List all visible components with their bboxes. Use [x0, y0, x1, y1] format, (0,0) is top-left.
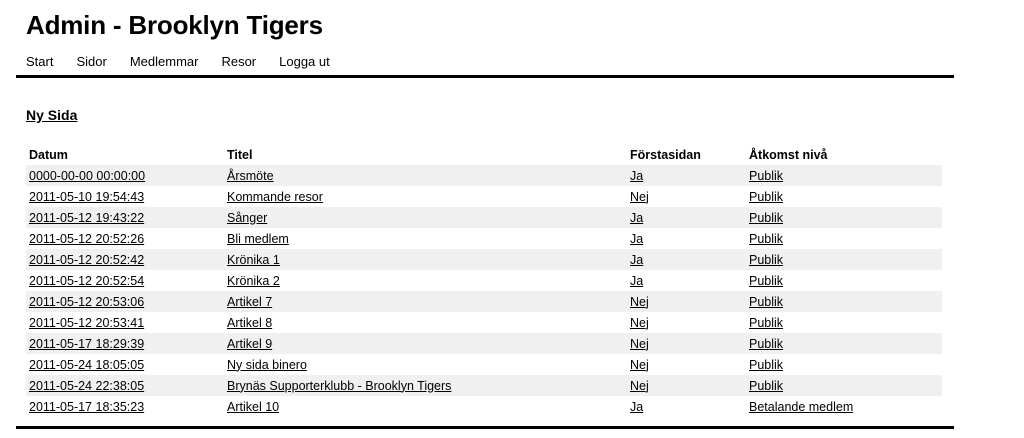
table-cell — [627, 228, 746, 249]
table-cell — [746, 270, 942, 291]
table-cell — [26, 228, 224, 249]
date-link[interactable]: 2011-05-12 20:53:41 — [29, 315, 145, 330]
frontpage-link[interactable]: Ja — [630, 399, 644, 414]
column-header-atkomst-niva: Åtkomst nivå — [749, 148, 828, 162]
table-cell — [26, 333, 224, 354]
table-row — [26, 249, 942, 270]
table-row — [26, 186, 942, 207]
table-cell — [224, 186, 627, 207]
date-link[interactable]: 2011-05-12 20:52:54 — [29, 273, 145, 288]
access-level-link[interactable]: Publik — [749, 168, 784, 183]
access-level-link[interactable]: Publik — [749, 336, 784, 351]
table-cell — [746, 207, 942, 228]
table-row — [26, 312, 942, 333]
access-level-link[interactable]: Betalande medlem — [749, 399, 854, 414]
title-link[interactable]: Krönika 1 — [227, 252, 280, 267]
access-level-link[interactable]: Publik — [749, 231, 784, 246]
table-row — [26, 375, 942, 396]
date-link[interactable]: 2011-05-17 18:35:23 — [29, 399, 145, 414]
column-header-datum: Datum — [29, 148, 68, 162]
date-link[interactable]: 0000-00-00 00:00:00 — [29, 168, 146, 183]
date-link[interactable]: 2011-05-24 22:38:05 — [29, 378, 145, 393]
table-cell — [224, 396, 627, 417]
frontpage-link[interactable]: Ja — [630, 210, 644, 225]
title-link[interactable]: Brynäs Supporterklubb - Brooklyn Tigers — [227, 378, 452, 393]
table-cell — [746, 291, 942, 312]
new-page-link[interactable]: Ny Sida — [26, 107, 78, 123]
table-cell — [224, 207, 627, 228]
table-cell — [746, 228, 942, 249]
frontpage-link[interactable]: Nej — [630, 294, 649, 309]
table-cell — [224, 354, 627, 375]
table-row — [26, 291, 942, 312]
header-divider — [16, 75, 954, 78]
table-cell — [26, 312, 224, 333]
table-row — [26, 354, 942, 375]
nav-resor[interactable]: Resor — [221, 54, 257, 69]
table-cell — [26, 291, 224, 312]
table-cell — [746, 249, 942, 270]
table-cell — [627, 396, 746, 417]
table-cell — [26, 207, 224, 228]
date-link[interactable]: 2011-05-24 18:05:05 — [29, 357, 145, 372]
access-level-link[interactable]: Publik — [749, 252, 784, 267]
page-title: Admin - Brooklyn Tigers — [26, 10, 323, 40]
title-link[interactable]: Artikel 8 — [227, 315, 273, 330]
table-row — [26, 396, 942, 417]
table-cell — [26, 375, 224, 396]
table-cell — [746, 165, 942, 186]
nav-medlemmar[interactable]: Medlemmar — [129, 54, 199, 69]
table-cell — [26, 165, 224, 186]
date-link[interactable]: 2011-05-17 18:29:39 — [29, 336, 145, 351]
table-cell — [224, 249, 627, 270]
frontpage-link[interactable]: Ja — [630, 168, 644, 183]
main-nav — [26, 54, 353, 69]
table-cell — [627, 270, 746, 291]
access-level-link[interactable]: Publik — [749, 357, 784, 372]
table-cell — [224, 270, 627, 291]
table-row — [26, 207, 942, 228]
table-cell — [26, 396, 224, 417]
date-link[interactable]: 2011-05-12 20:52:26 — [29, 231, 145, 246]
table-cell — [627, 186, 746, 207]
table-row — [26, 333, 942, 354]
frontpage-link[interactable]: Nej — [630, 315, 649, 330]
column-header-forstasidan: Förstasidan — [630, 148, 701, 162]
title-link[interactable]: Sånger — [227, 210, 268, 225]
access-level-link[interactable]: Publik — [749, 273, 784, 288]
footer-divider — [16, 426, 954, 429]
table-header-row — [26, 145, 942, 165]
title-link[interactable]: Årsmöte — [227, 168, 274, 183]
title-link[interactable]: Artikel 9 — [227, 336, 273, 351]
table-cell — [627, 249, 746, 270]
frontpage-link[interactable]: Ja — [630, 273, 644, 288]
date-link[interactable]: 2011-05-12 20:53:06 — [29, 294, 145, 309]
table-cell — [224, 228, 627, 249]
title-link[interactable]: Bli medlem — [227, 231, 289, 246]
table-cell — [746, 312, 942, 333]
table-cell — [26, 270, 224, 291]
frontpage-link[interactable]: Nej — [630, 336, 649, 351]
frontpage-link[interactable]: Nej — [630, 357, 649, 372]
title-link[interactable]: Artikel 7 — [227, 294, 273, 309]
table-cell — [26, 354, 224, 375]
table-cell — [627, 333, 746, 354]
access-level-link[interactable]: Publik — [749, 378, 784, 393]
frontpage-link[interactable]: Ja — [630, 252, 644, 267]
table-cell — [746, 186, 942, 207]
access-level-link[interactable]: Publik — [749, 189, 784, 204]
pages-table — [26, 145, 942, 417]
table-cell — [224, 375, 627, 396]
nav-start[interactable]: Start — [26, 54, 54, 69]
table-cell — [627, 312, 746, 333]
table-row — [26, 165, 942, 186]
table-cell — [746, 375, 942, 396]
table-cell — [224, 165, 627, 186]
table-cell — [746, 333, 942, 354]
table-cell — [26, 249, 224, 270]
table-cell — [746, 396, 942, 417]
table-row — [26, 228, 942, 249]
table-row — [26, 270, 942, 291]
frontpage-link[interactable]: Nej — [630, 378, 649, 393]
date-link[interactable]: 2011-05-12 20:52:42 — [29, 252, 145, 267]
column-header-titel: Titel — [227, 148, 253, 162]
table-cell — [627, 165, 746, 186]
table-cell — [627, 207, 746, 228]
table-cell — [26, 186, 224, 207]
nav-logga-ut[interactable]: Logga ut — [279, 54, 330, 69]
table-cell — [627, 354, 746, 375]
frontpage-link[interactable]: Ja — [630, 231, 644, 246]
table-cell — [627, 375, 746, 396]
table-cell — [224, 312, 627, 333]
title-link[interactable]: Artikel 10 — [227, 399, 280, 414]
table-cell — [627, 291, 746, 312]
table-cell — [224, 333, 627, 354]
access-level-link[interactable]: Publik — [749, 294, 784, 309]
title-link[interactable]: Ny sida binero — [227, 357, 307, 372]
access-level-link[interactable]: Publik — [749, 315, 784, 330]
date-link[interactable]: 2011-05-12 19:43:22 — [29, 210, 145, 225]
frontpage-link[interactable]: Nej — [630, 189, 649, 204]
date-link[interactable]: 2011-05-10 19:54:43 — [29, 189, 145, 204]
title-link[interactable]: Krönika 2 — [227, 273, 280, 288]
table-cell — [746, 354, 942, 375]
access-level-link[interactable]: Publik — [749, 210, 784, 225]
title-link[interactable]: Kommande resor — [227, 189, 323, 204]
nav-sidor[interactable]: Sidor — [76, 54, 107, 69]
table-cell — [224, 291, 627, 312]
